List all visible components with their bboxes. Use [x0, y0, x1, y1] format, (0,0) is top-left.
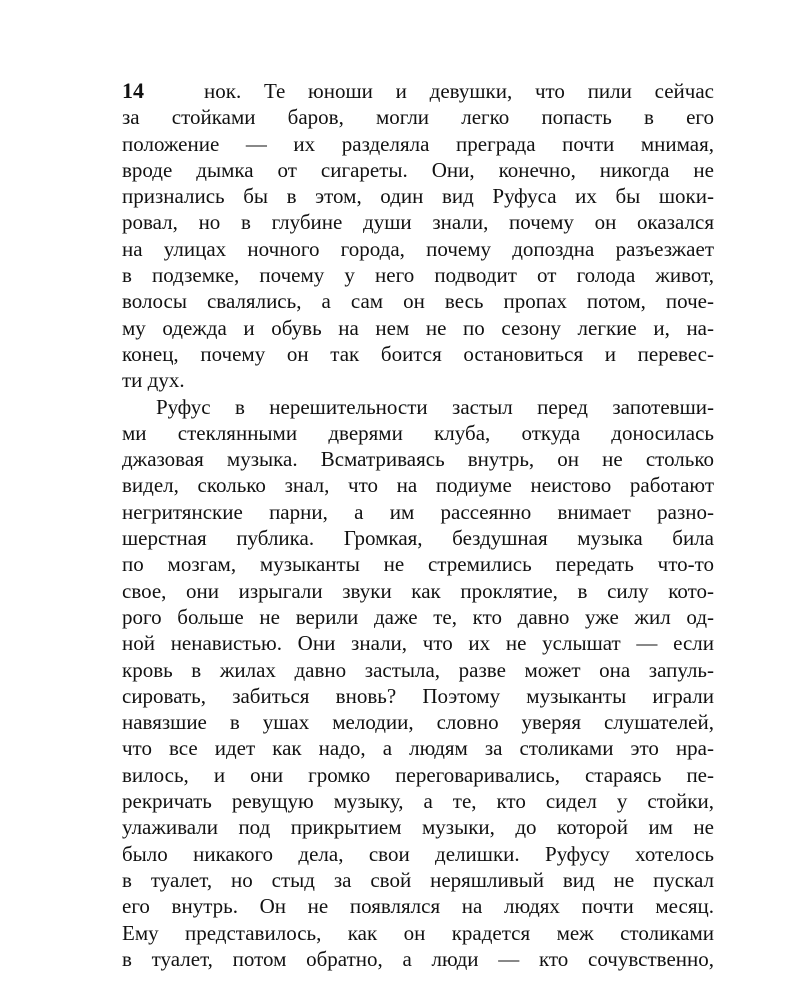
text-line: ровал, но в глубине души знали, почему он оказался	[122, 210, 714, 235]
text-line: му одежда и обувь на нем не по сезону легкие и, на-	[122, 315, 714, 340]
text-line: конец, почему он так боится остановиться и перевес-	[122, 341, 714, 366]
text-line: его внутрь. Он не появлялся на людях почти месяц.	[122, 894, 714, 919]
text-line: навязшие в ушах мелодии, словно уверяя слушателей,	[122, 710, 714, 735]
text-line: было никакого дела, свои делишки. Руфусу хотелось	[122, 841, 714, 866]
text-line: что все идет как надо, а людям за столиками это нра-	[122, 736, 714, 761]
text-line: на улицах ночного города, почему допоздна разъезжает	[122, 236, 714, 261]
text-line: признались бы в этом, один вид Руфуса их бы шоки-	[122, 184, 714, 209]
text-line: свое, они изрыгали звуки как проклятие, в силу кото-	[122, 578, 714, 603]
text-line: улаживали под прикрытием музыки, до которой им не	[122, 815, 714, 840]
text-line: ти дух.	[122, 368, 185, 393]
text-line: Ему представилось, как он крадется меж столиками	[122, 920, 714, 945]
text-line: в туалет, но стыд за свой неряшливый вид не пускал	[122, 867, 714, 892]
text-line: в подземке, почему у него подводит от голода живот,	[122, 263, 714, 288]
text-line: видел, сколько знал, что на подиуме неистово работают	[122, 473, 714, 498]
text-line: нок. Те юноши и девушки, что пили сейчас	[204, 79, 714, 103]
text-line: вроде дымка от сигареты. Они, конечно, никогда не	[122, 157, 714, 182]
text-line: положение — их разделяла преграда почти мнимая,	[122, 131, 714, 156]
text-line: ной ненавистью. Они знали, что их не услышат — если	[122, 631, 714, 656]
text-line: в туалет, потом обратно, а люди — кто сочувственно,	[122, 946, 714, 971]
text-line: за стойками баров, могли легко попасть в его	[122, 105, 714, 130]
text-line: вилось, и они громко переговаривались, стараясь пе-	[122, 762, 714, 787]
text-line: шерстная публика. Громкая, бездушная музыка била	[122, 526, 714, 551]
page-number: 14	[122, 78, 144, 103]
body-text	[122, 78, 714, 972]
text-line: по мозгам, музыканты не стремились передать что-то	[122, 552, 714, 577]
text-line: негритянские парни, а им рассеянно внимает разно-	[122, 499, 714, 524]
text-line: Руфус в нерешительности застыл перед запотевши-	[156, 394, 714, 419]
text-line: рекричать ревущую музыку, а те, кто сидел у стойки,	[122, 789, 714, 814]
text-line: рого больше не верили даже те, кто давно уже жил од-	[122, 604, 714, 629]
text-line: кровь в жилах давно застыла, разве может она запуль-	[122, 657, 714, 682]
text-line: сировать, забиться вновь? Поэтому музыканты играли	[122, 683, 714, 708]
text-line: волосы свалялись, а сам он весь пропах потом, поче-	[122, 289, 714, 314]
text-line: ми стеклянными дверями клуба, откуда доносилась	[122, 420, 714, 445]
text-line: джазовая музыка. Всматриваясь внутрь, он не столько	[122, 447, 714, 472]
